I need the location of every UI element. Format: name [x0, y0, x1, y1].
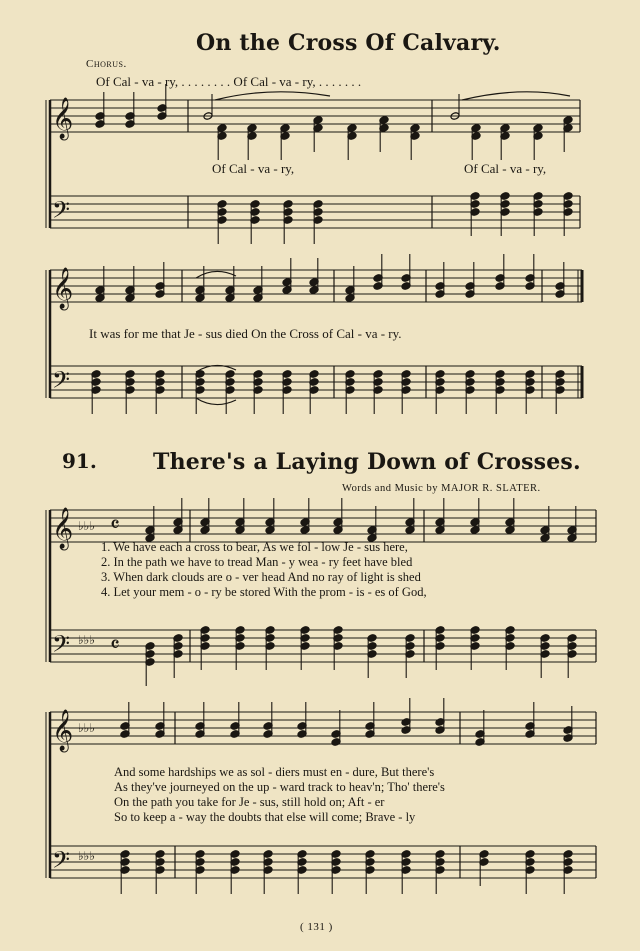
verse-block-b — [114, 765, 445, 825]
verse-line: 1. We have each a cross to bear, As we fol - low Je - sus here, — [101, 540, 408, 554]
verse-line: On the path you take for Je - sus, still hold on; Aft - er — [114, 795, 385, 809]
treble-clef: 𝄞 — [52, 710, 74, 751]
lyric-line: It was for me that Je - sus died On the Cross of Cal - va - ry. — [89, 326, 402, 341]
key-signature: ♭♭♭ — [78, 721, 95, 735]
key-signature: ♭♭♭ — [78, 519, 95, 533]
bass-clef: 𝄢 — [52, 630, 71, 663]
verse-line: 3. When dark clouds are o - ver head And no ray of light is shed — [101, 570, 421, 584]
slur — [196, 398, 236, 405]
verse-line: 2. In the path we have to tread Man - y wea - ry feet have bled — [101, 555, 413, 569]
page-number: ( 131 ) — [300, 921, 333, 933]
treble-clef: 𝄞 — [52, 268, 74, 309]
key-signature: ♭♭♭ — [78, 633, 95, 647]
verse-line: And some hardships we as sol - diers must en - dure, But there's — [114, 765, 435, 779]
time-signature: 𝄴 — [110, 513, 120, 538]
hymn-number: 91. — [62, 449, 97, 473]
bass-clef: 𝄢 — [52, 196, 71, 229]
verse-line: 4. Let your mem - o - ry be stored With the prom - is - es of God, — [101, 585, 427, 599]
bass-clef: 𝄢 — [52, 366, 71, 399]
chorus-label: Chorus. — [86, 58, 127, 70]
lyric-line: Of Cal - va - ry, . . . . . . . . Of Cal - va - ry, . . . . . . . — [96, 74, 362, 89]
time-signature: 𝄴 — [110, 633, 120, 658]
hymn-title: On the Cross Of Calvary. — [196, 30, 501, 56]
key-signature: ♭♭♭ — [78, 849, 95, 863]
slur — [215, 92, 330, 100]
verse-line: So to keep a - way the doubts that else will come; Brave - ly — [114, 810, 416, 824]
treble-clef: 𝄞 — [52, 98, 74, 139]
slur — [196, 271, 236, 278]
bass-clef: 𝄢 — [52, 846, 71, 879]
credit-line: Words and Music by MAJOR R. SLATER. — [342, 483, 541, 494]
lyric-line: Of Cal - va - ry, — [212, 161, 295, 176]
slur — [462, 92, 570, 100]
hymn-title: There's a Laying Down of Crosses. — [153, 449, 581, 475]
lyric-line: Of Cal - va - ry, — [464, 161, 547, 176]
verse-block-a — [101, 540, 427, 600]
treble-clef: 𝄞 — [52, 508, 74, 549]
verse-line: As they've journeyed on the up - ward track to heav'n; Tho' there's — [114, 780, 445, 794]
